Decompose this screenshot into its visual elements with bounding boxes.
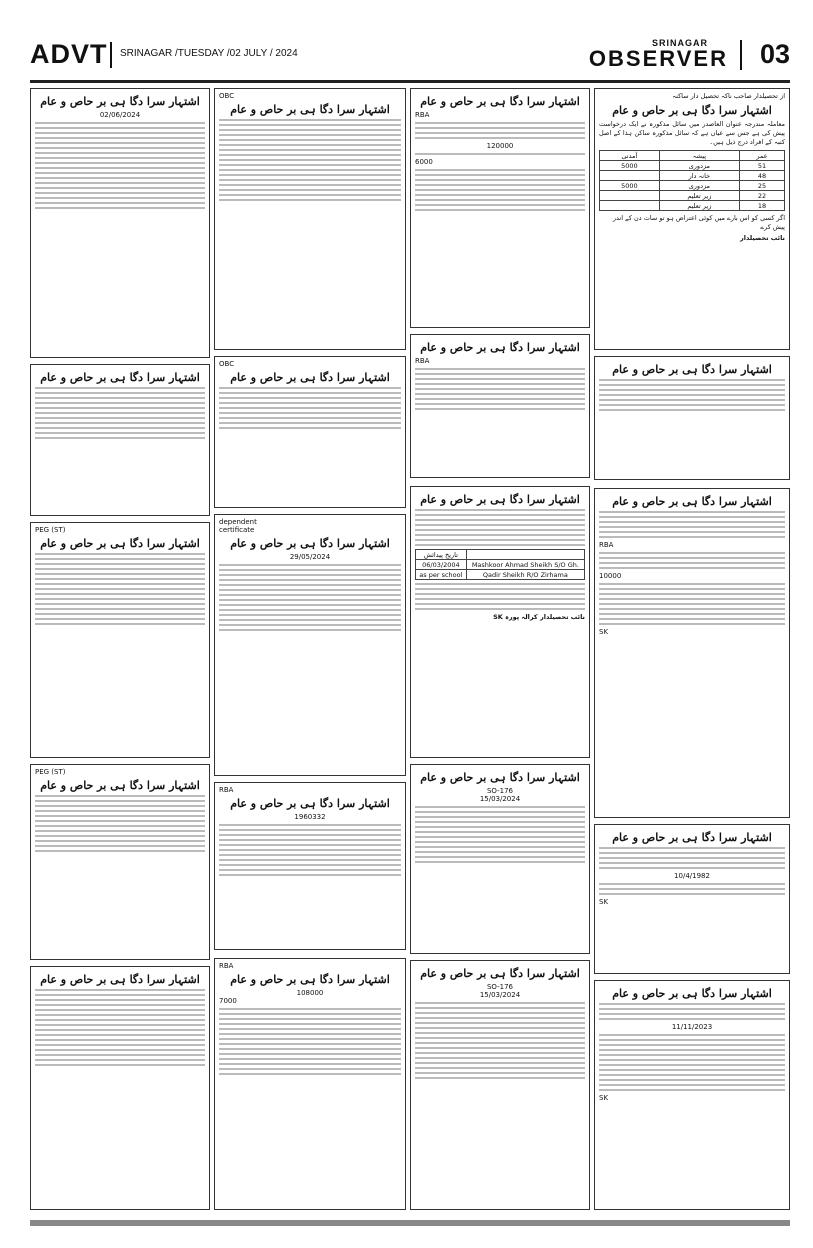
peg-label: PEG (ST)	[35, 526, 66, 534]
peg-label: PEG (ST)	[35, 768, 66, 776]
certificate-label: certificate	[219, 526, 255, 534]
notice-heading: اشتہار سرا دگا ہی بر حاص و عام	[230, 371, 390, 384]
table-cell: 25	[740, 181, 785, 191]
sk-label: SK	[599, 898, 609, 906]
notice-heading: اشتہار سرا دگا ہی بر حاص و عام	[420, 967, 580, 980]
header-divider	[110, 42, 112, 68]
notice-card	[410, 334, 590, 478]
rba-label: RBA	[599, 541, 614, 549]
notice-heading: اشتہار سرا دگا ہی بر حاص و عام	[40, 537, 200, 550]
table-cell	[600, 191, 660, 201]
sk-label: SK	[599, 628, 609, 636]
date-label: 02/06/2024	[99, 111, 141, 119]
table-cell: 48	[740, 171, 785, 181]
amount-label: 7000	[219, 997, 237, 1005]
notice-card	[410, 486, 590, 758]
header-rule	[30, 80, 790, 83]
so-label: SO-176	[486, 983, 514, 991]
notice-heading: اشتہار سرا دگا ہی بر حاص و عام	[230, 537, 390, 550]
table-cell: خانہ دار	[659, 171, 739, 181]
masthead-city: SRINAGAR	[651, 38, 708, 48]
notice-card	[594, 824, 790, 974]
sk-label: SK	[599, 1094, 609, 1102]
table-row	[600, 181, 785, 191]
notice-card	[214, 958, 406, 1210]
table-cell	[600, 171, 660, 181]
table-cell: زیر تعلیم	[659, 201, 739, 211]
table-cell: مزدوری	[659, 161, 739, 171]
notice-card	[30, 764, 210, 960]
rba-label: RBA	[219, 786, 234, 794]
table-cell: 18	[740, 201, 785, 211]
table-row	[416, 560, 585, 570]
notice-signatory: نائب تحصیلدار	[739, 234, 785, 242]
date-label: 10/4/1982	[674, 872, 710, 880]
amount-label: 10000	[599, 572, 622, 580]
table-row	[600, 191, 785, 201]
date-label: 15/03/2024	[479, 795, 521, 803]
notice-card	[214, 88, 406, 350]
dob-table	[415, 549, 585, 580]
notice-heading: اشتہار سرا دگا ہی بر حاص و عام	[612, 104, 772, 117]
table-cell: آمدنی	[600, 151, 660, 161]
table-cell: 06/03/2004	[416, 560, 467, 570]
notice-heading: اشتہار سرا دگا ہی بر حاص و عام	[40, 95, 200, 108]
notice-heading: اشتہار سرا دگا ہی بر حاص و عام	[420, 95, 580, 108]
table-header: تاریخ پیدائش	[416, 550, 467, 560]
amount-label: 1960332	[294, 813, 326, 821]
notice-heading: اشتہار سرا دگا ہی بر حاص و عام	[612, 987, 772, 1000]
amount-label: 6000	[415, 158, 433, 166]
table-cell: 22	[740, 191, 785, 201]
notice-card	[594, 88, 790, 350]
notice-card	[410, 960, 590, 1210]
notice-heading: اشتہار سرا دگا ہی بر حاص و عام	[40, 779, 200, 792]
table-row	[600, 201, 785, 211]
date-label: 11/11/2023	[671, 1023, 713, 1031]
notice-heading: اشتہار سرا دگا ہی بر حاص و عام	[612, 363, 772, 376]
amount-label: 108000	[296, 989, 324, 997]
dateline: SRINAGAR /TUESDAY /02 JULY / 2024	[120, 48, 298, 59]
masthead-title: OBSERVER	[588, 46, 728, 71]
notice-intro: از تحصیلدار صاحب ناکہ تحصیل دار ساکنہ	[672, 92, 785, 100]
so-label: SO-176	[486, 787, 514, 795]
page-number: 03	[759, 39, 790, 69]
notice-card	[214, 356, 406, 508]
notice-heading: اشتہار سرا دگا ہی بر حاص و عام	[230, 797, 390, 810]
notice-heading: اشتہار سرا دگا ہی بر حاص و عام	[612, 495, 772, 508]
table-cell: Qadir Sheikh R/O Zirhama	[466, 570, 584, 580]
notice-card	[30, 966, 210, 1210]
section-label: ADVT	[30, 39, 108, 69]
obc-label: OBC	[219, 360, 235, 368]
table-cell: 51	[740, 161, 785, 171]
notice-card	[30, 522, 210, 758]
table-cell: 5000	[600, 161, 660, 171]
table-cell: 5000	[600, 181, 660, 191]
notice-card	[594, 356, 790, 480]
rba-label: RBA	[219, 962, 234, 970]
date-label: 29/05/2024	[289, 553, 331, 561]
notice-body: معاملہ مندرجہ عنوان العاصدر میں سائل مذکورہ نے ایک درخواست پیش کی ہے جس سے عیاں ہے کہ سائل مذکورہ ساکن ہذا کے اصل کنبہ کے افراد درج ذیل ہیں۔	[599, 120, 785, 146]
footer-rule	[30, 1220, 790, 1226]
table-cell: زیر تعلیم	[659, 191, 739, 201]
notice-heading: اشتہار سرا دگا ہی بر حاص و عام	[40, 371, 200, 384]
family-table	[599, 150, 785, 211]
table-row	[416, 570, 585, 580]
notice-heading: اشتہار سرا دگا ہی بر حاص و عام	[230, 973, 390, 986]
table-cell: پیشہ	[659, 151, 739, 161]
notice-card	[30, 364, 210, 516]
table-row	[600, 161, 785, 171]
notice-card	[594, 488, 790, 818]
table-cell: مزدوری	[659, 181, 739, 191]
amount-label: 120000	[486, 142, 514, 150]
masthead	[589, 38, 728, 70]
notice-heading: اشتہار سرا دگا ہی بر حاص و عام	[612, 831, 772, 844]
notice-heading: اشتہار سرا دگا ہی بر حاص و عام	[40, 973, 200, 986]
table-cell	[600, 201, 660, 211]
dependent-label: dependent	[219, 518, 257, 526]
notice-footer: اگر کسی کو اس بارے میں کوئی اعتراض ہو تو سات دن کے اندر پیش کرے	[612, 214, 785, 231]
page-header	[30, 38, 790, 72]
notice-heading: اشتہار سرا دگا ہی بر حاص و عام	[230, 103, 390, 116]
table-cell: as per school	[416, 570, 467, 580]
table-cell: عمر	[740, 151, 785, 161]
notice-heading: اشتہار سرا دگا ہی بر حاص و عام	[420, 493, 580, 506]
table-row	[600, 151, 785, 161]
notice-card	[30, 88, 210, 358]
obc-label: OBC	[219, 92, 235, 100]
header-divider	[740, 40, 742, 70]
table-cell: Mashkoor Ahmad Sheikh S/O Gh.	[466, 560, 584, 570]
rba-label: RBA	[415, 357, 430, 365]
notice-card	[594, 980, 790, 1210]
rba-label: RBA	[415, 111, 430, 119]
notice-card	[410, 88, 590, 328]
notice-card	[410, 764, 590, 954]
notice-signatory: نائب تحصیلدار کرالہ پورہ SK	[493, 613, 585, 621]
notice-card	[214, 782, 406, 950]
table-row	[600, 171, 785, 181]
date-label: 15/03/2024	[479, 991, 521, 999]
notice-heading: اشتہار سرا دگا ہی بر حاص و عام	[420, 771, 580, 784]
table-row	[416, 550, 585, 560]
notice-heading: اشتہار سرا دگا ہی بر حاص و عام	[420, 341, 580, 354]
notice-card	[214, 514, 406, 776]
